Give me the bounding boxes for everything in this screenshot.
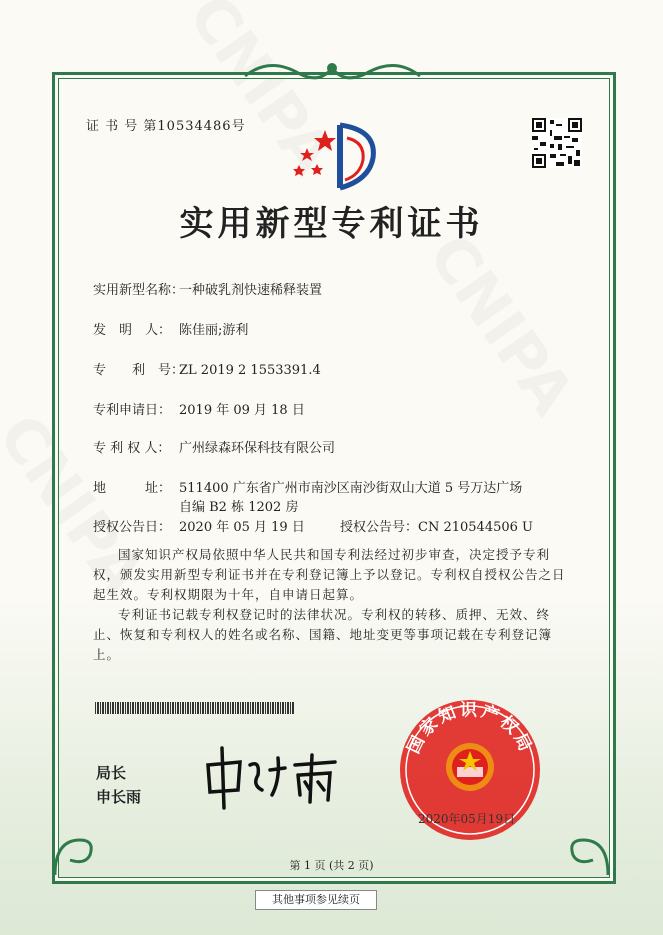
field-inventor: 发 明 人： 陈佳丽;游利 <box>93 323 249 338</box>
field-patent-number: 专 利 号：ZL 2019 2 1553391.4 <box>93 363 321 378</box>
field-name: 实用新型名称：一种破乳剂快速稀释装置 <box>93 283 323 298</box>
seal-date: 2020年05月19日 <box>418 812 516 826</box>
handwritten-signature <box>200 740 345 810</box>
barcode <box>95 702 295 714</box>
field-grant-date: 授权公告日： 2020 年 05 月 19 日 <box>93 520 305 535</box>
qr-code <box>532 118 582 168</box>
field-patentee: 专 利 权 人： 广州绿森环保科技有限公司 <box>93 441 336 456</box>
svg-text:国家知识产权局: 国家知识产权局 <box>403 700 537 757</box>
top-ornament <box>240 56 425 86</box>
page-title: 实用新型专利证书 <box>179 204 484 244</box>
signatory-title: 局长 <box>96 764 127 782</box>
continuation-note: 其他事项参见续页 <box>255 890 377 910</box>
legal-status-statement: 专利证书记载专利权登记时的法律状况。专利权的转移、质押、无效、终止、恢复和专利权人的姓名或名称、国籍、地址变更等事项记载在专利登记簿上。 <box>93 607 553 662</box>
page-indicator: 第 1 页 (共 2 页) <box>289 859 374 872</box>
cnipa-logo <box>285 120 385 192</box>
field-announcement-number: 授权公告号：CN 210544506 U <box>340 520 533 535</box>
field-address: 地 址： 511400 广东省广州市南沙区南沙街双山大道 5 号万达广场 自编 B2 栋 1202 房 <box>93 481 523 515</box>
certificate-number: 证 书 号 第10534486号 <box>86 119 246 134</box>
field-application-date: 专利申请日： 2019 年 09 月 18 日 <box>93 403 305 418</box>
signatory-name: 申长雨 <box>96 788 142 806</box>
grant-statement: 国家知识产权局依照中华人民共和国专利法经过初步审查，决定授予专利权，颁发实用新型专利证书并在专利登记簿上予以登记。专利权自授权公告之日起生效。专利权期限为十年，自申请日起算。 <box>93 547 566 602</box>
